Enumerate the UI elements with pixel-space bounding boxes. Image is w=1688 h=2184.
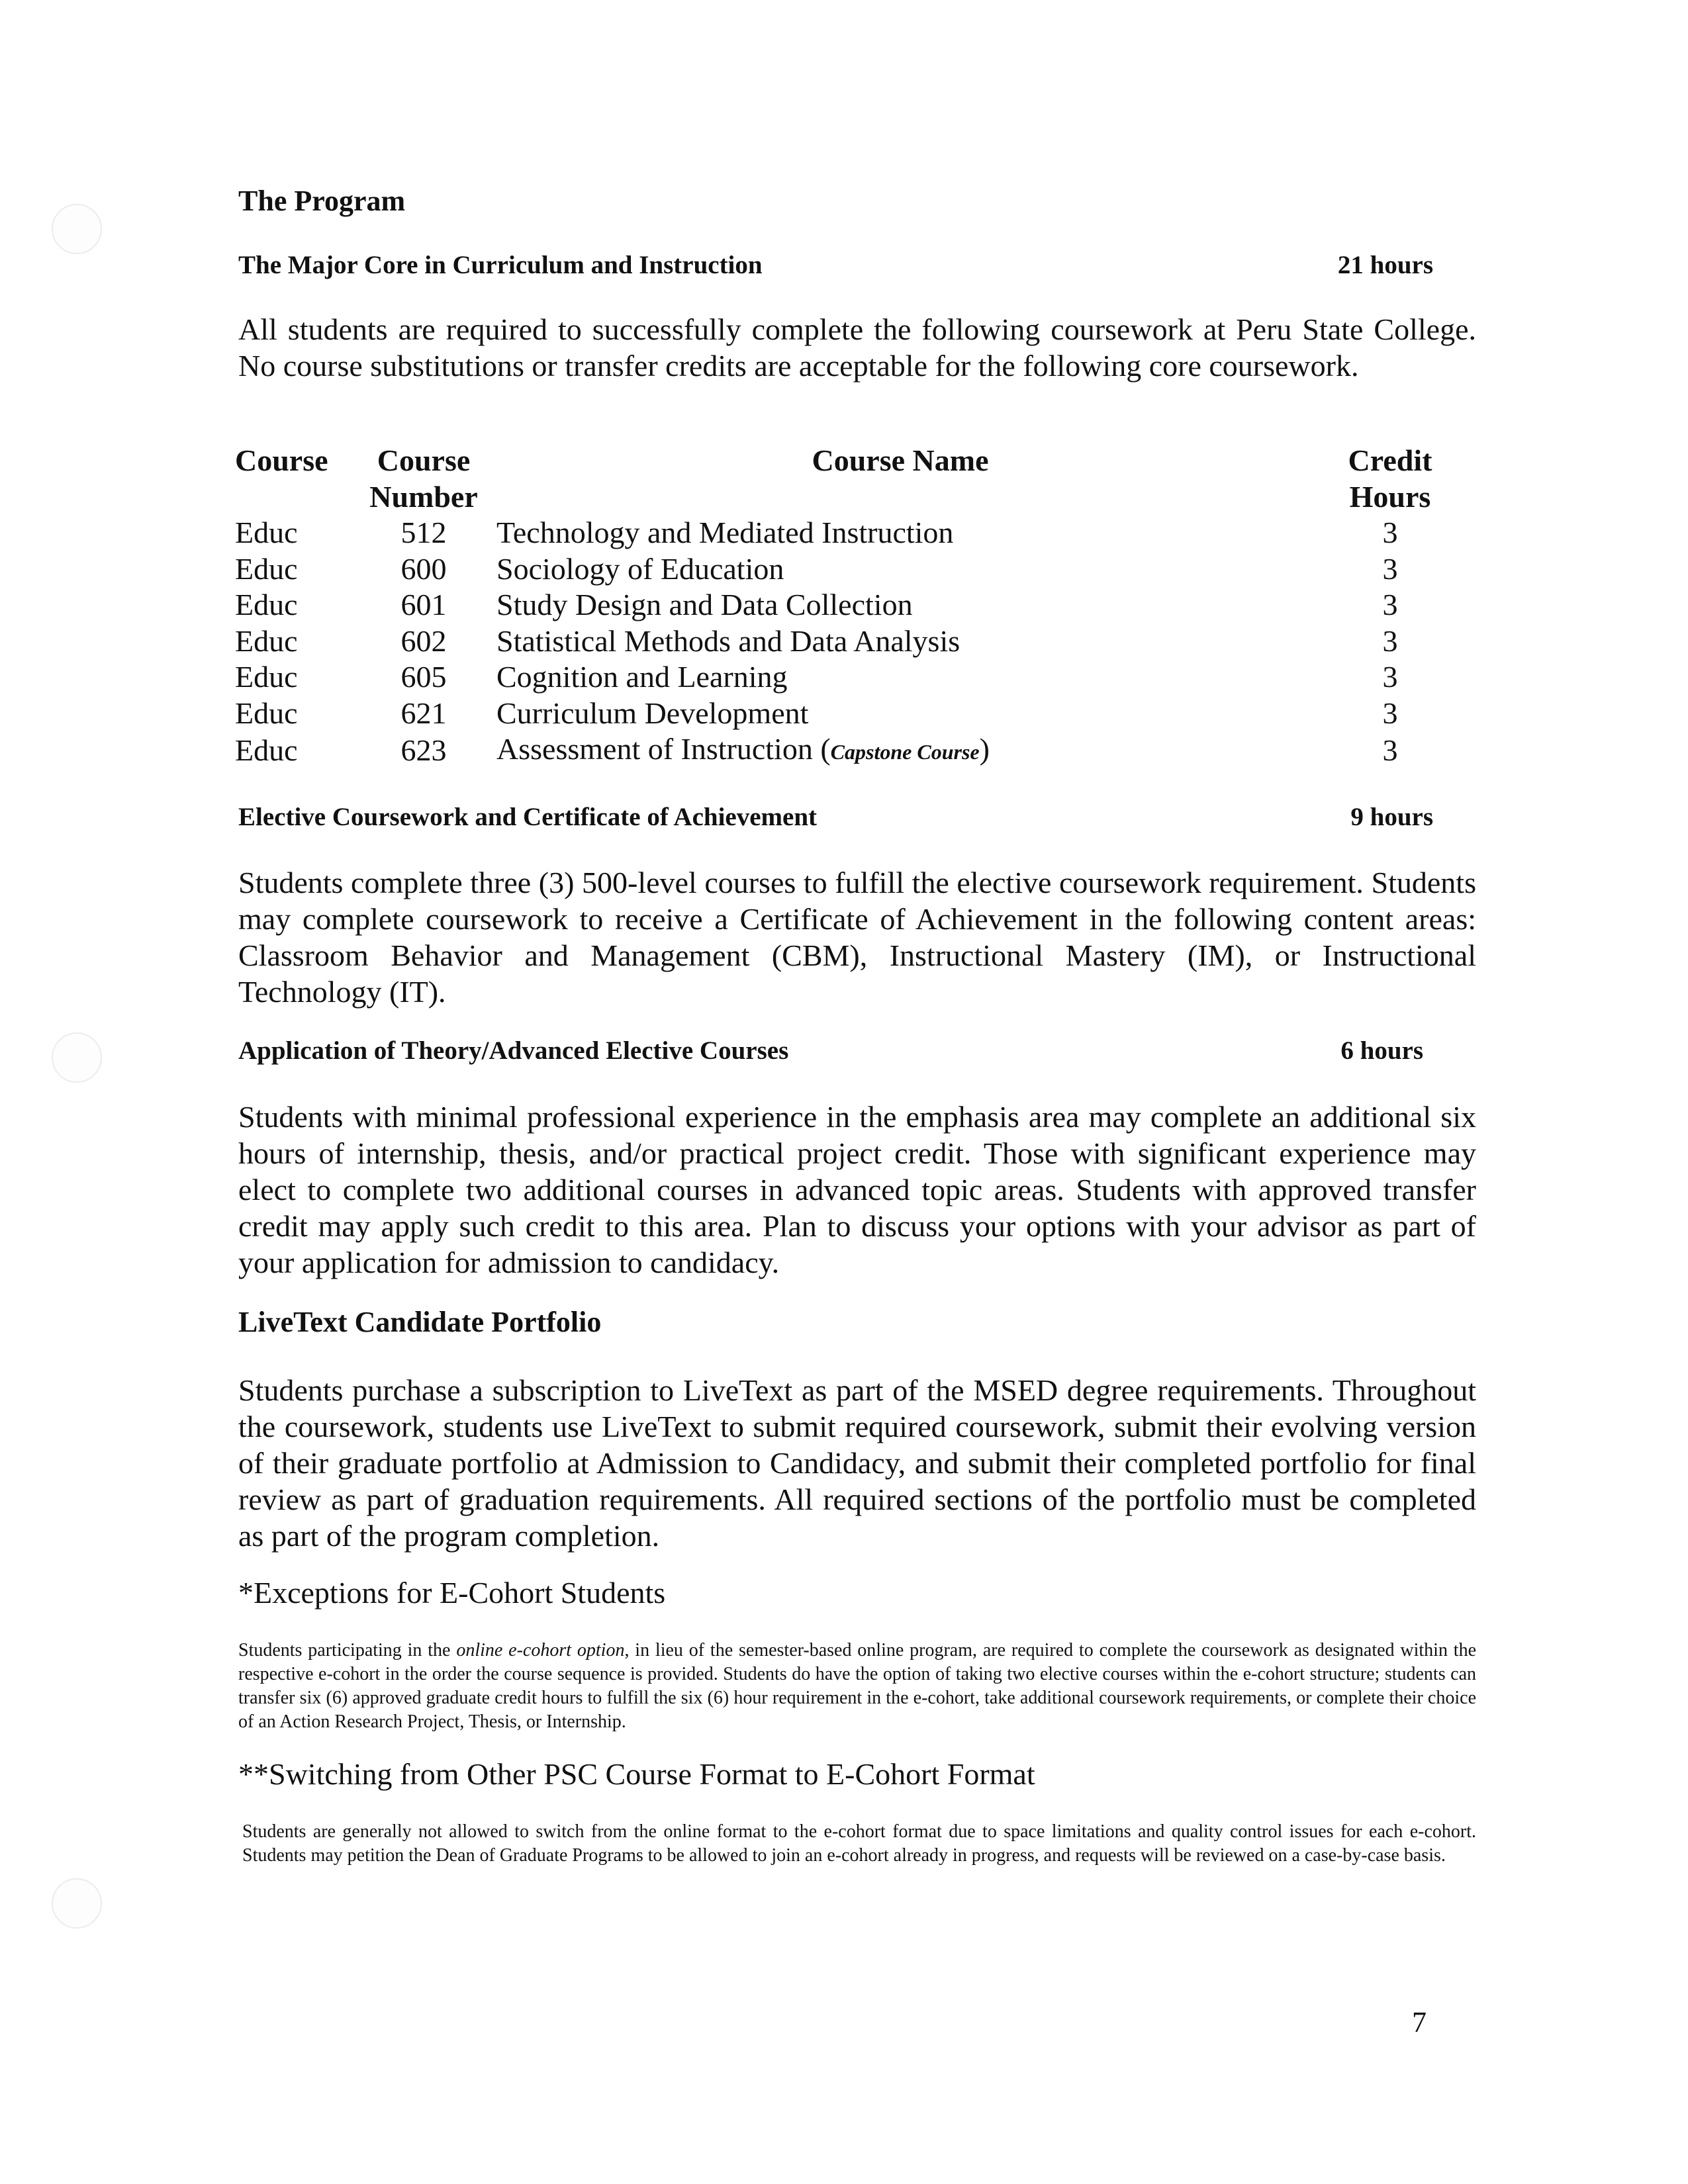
- core-title: The Major Core in Curriculum and Instruction: [238, 251, 763, 279]
- exceptions-text-pre: Students participating in the: [238, 1640, 457, 1661]
- cell-credit: 3: [1382, 696, 1398, 730]
- punch-hole-bottom: [52, 1878, 102, 1929]
- cell-number: 512: [400, 516, 447, 549]
- switching-text: Students are generally not allowed to switch from the online format to the e-cohort format due to space limitations and quality control issues for each e-cohort. Students may petition the Dean of Graduate Programs to be allowed to join an e-cohort already in progress, and requests will be reviewed on a case-by-case basis.: [242, 1821, 1476, 1866]
- cell-number: 601: [400, 588, 447, 621]
- course-table: [235, 442, 1476, 770]
- elective-section-header: [238, 802, 1433, 832]
- cell-course: Educ: [235, 696, 298, 730]
- cell-course: Educ: [235, 551, 298, 586]
- page-title: The Program: [238, 185, 406, 217]
- cell-credit: 3: [1382, 551, 1398, 586]
- capstone-note: Capstone Course: [830, 740, 980, 764]
- cell-course: Educ: [235, 588, 298, 621]
- core-intro: All students are required to successfully complete the following coursework at Peru State College. No course substitutions or transfer credits are acceptable for the following core coursework.: [238, 312, 1476, 383]
- exceptions-text-post: , in lieu of the semester-based online program, are required to complete the coursework as designated within the respective e-cohort in the order the course sequence is provided. Students do have the option of taking two elective courses within the e-cohort structure; students can transfer six (6) approved graduate credit hours to fulfill the six (6) hour requirement in the e-cohort, take additional coursework requirements, or complete their choice of an Action Research Project, Thesis, or Internship.: [238, 1640, 1476, 1732]
- table-row: [235, 659, 1476, 696]
- cell-name: Study Design and Data Collection: [496, 588, 913, 621]
- application-section-header: [238, 1036, 1423, 1066]
- exceptions-text: [238, 1639, 1476, 1734]
- cell-number: 600: [400, 551, 447, 586]
- cell-number: 605: [400, 660, 447, 694]
- table-row: [235, 587, 1476, 623]
- core-section-header: [238, 250, 1433, 280]
- cell-name: Curriculum Development: [496, 696, 809, 730]
- page-number: 7: [1412, 2006, 1427, 2038]
- header-course: Course: [235, 443, 328, 477]
- core-hours: 21 hours: [1337, 251, 1433, 279]
- switching-title: **Switching from Other PSC Course Format to E-Cohort Format: [238, 1757, 1035, 1791]
- application-hours: 6 hours: [1340, 1036, 1423, 1065]
- application-text: Students with minimal professional experience in the emphasis area may complete an additional six hours of internship, thesis, and/or practical project credit. Those with significant experience may elect to complete two additional courses in advanced topic areas. Students with approved transfer credit may apply such credit to this area. Plan to discuss your options with your advisor as part of your application for admission to candidacy.: [238, 1100, 1476, 1279]
- cell-name: Technology and Mediated Instruction: [496, 516, 954, 549]
- header-number: [357, 442, 490, 515]
- exceptions-title: *Exceptions for E-Cohort Students: [238, 1576, 666, 1610]
- cell-number: 602: [400, 623, 447, 658]
- application-title: Application of Theory/Advanced Elective Courses: [238, 1036, 789, 1065]
- cell-course: Educ: [235, 516, 298, 549]
- cell-number: 623: [400, 733, 447, 767]
- cell-name: Sociology of Education: [496, 551, 784, 586]
- header-credit-line2: Hours: [1349, 480, 1431, 514]
- elective-title: Elective Coursework and Certificate of Achievement: [238, 803, 818, 831]
- header-credit-line1: Credit: [1348, 443, 1432, 477]
- cell-course: Educ: [235, 660, 298, 694]
- cell-credit: 3: [1382, 623, 1398, 658]
- cell-name-close: ): [979, 732, 990, 766]
- elective-text: Students complete three (3) 500-level courses to fulfill the elective coursework requirement. Students may complete coursework to receive a Certificate of Achievement in the following content areas: Classroom Behavior and Management (CBM), Instructional Mastery (IM), or Instructional Technology (IT).: [238, 866, 1476, 1009]
- punch-hole-middle: [52, 1032, 102, 1083]
- cell-course: Educ: [235, 733, 298, 767]
- cell-number: 621: [400, 696, 447, 730]
- cell-credit: 3: [1382, 516, 1398, 549]
- table-row: [235, 696, 1476, 732]
- cell-name: Cognition and Learning: [496, 660, 788, 694]
- header-credit: [1304, 442, 1476, 515]
- exceptions-text-italic: online e-cohort option: [456, 1640, 625, 1661]
- cell-course: Educ: [235, 623, 298, 658]
- elective-hours: 9 hours: [1350, 803, 1433, 831]
- cell-credit: 3: [1382, 733, 1398, 767]
- table-row: [235, 731, 1476, 770]
- livetext-title: LiveText Candidate Portfolio: [238, 1306, 602, 1338]
- cell-name: Statistical Methods and Data Analysis: [496, 623, 961, 658]
- table-row: [235, 623, 1476, 660]
- header-name: Course Name: [812, 443, 989, 477]
- header-number-line2: Number: [369, 480, 478, 514]
- cell-name: [490, 731, 1304, 770]
- punch-hole-top: [52, 204, 102, 254]
- header-number-line1: Course: [377, 443, 471, 477]
- table-row: [235, 551, 1476, 588]
- table-row: [235, 515, 1476, 551]
- cell-name-text: Assessment of Instruction (: [496, 732, 831, 766]
- cell-credit: 3: [1382, 588, 1398, 621]
- table-header-row: [235, 442, 1476, 515]
- cell-credit: 3: [1382, 660, 1398, 694]
- livetext-text: Students purchase a subscription to LiveText as part of the MSED degree requirements. Throughout the coursework, students use LiveText to submit required coursework, submit their evolving version of their graduate portfolio at Admission to Candidacy, and submit their completed portfolio for final review as part of graduation requirements. All required sections of the portfolio must be completed as part of the program completion.: [238, 1373, 1476, 1553]
